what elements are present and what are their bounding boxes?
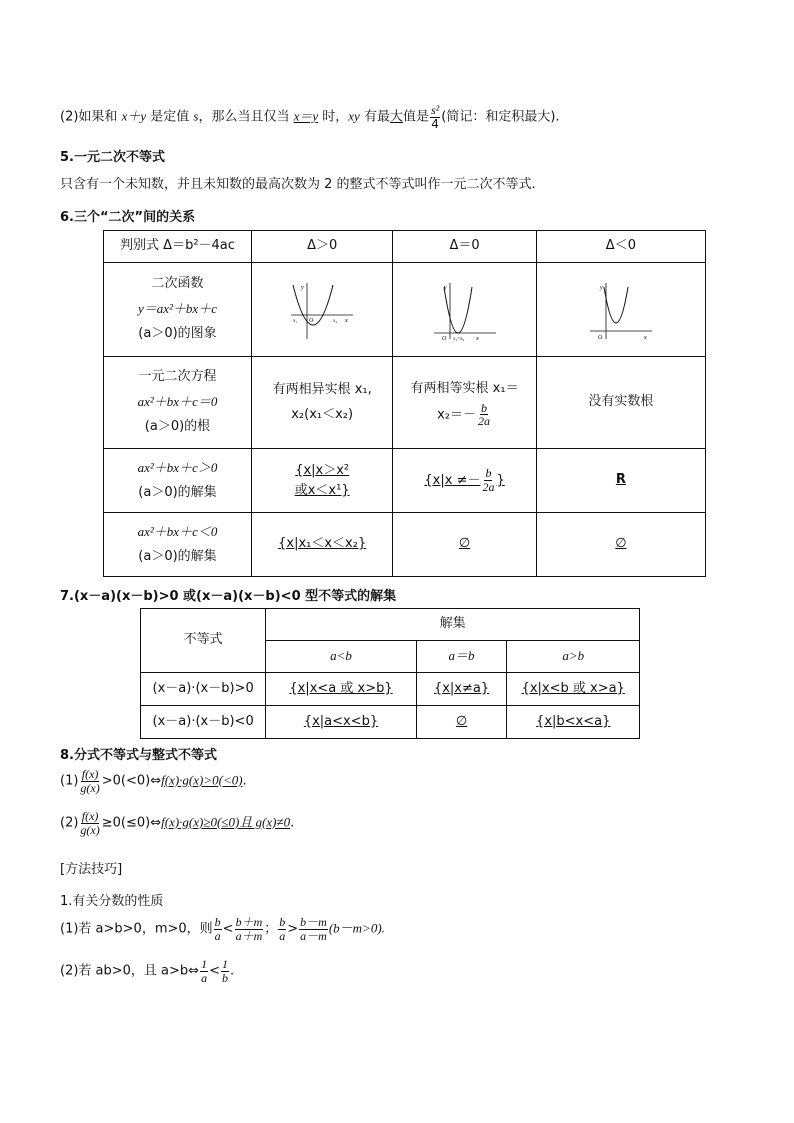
text: 有最 xyxy=(359,109,390,125)
cell-line: 有两相异实根 x₁, xyxy=(272,381,372,397)
fraction-rule-1 xyxy=(60,768,247,794)
header-solution: 解集 xyxy=(266,609,640,641)
text: . xyxy=(290,815,295,831)
set-expression xyxy=(424,466,505,494)
sol-lt-a-gt-b: {x|b<x<a} xyxy=(507,706,640,739)
text: . xyxy=(242,773,247,789)
numerator: f(x) xyxy=(81,767,99,781)
denominator: g(x) xyxy=(80,780,100,795)
parabola-two-roots-graph xyxy=(287,279,357,341)
axis-x-label: x xyxy=(345,317,348,324)
header-inequality: 不等式 xyxy=(141,609,266,673)
denominator: g(x) xyxy=(80,822,100,837)
fraction xyxy=(477,402,491,428)
lt-no-root: ∅ xyxy=(536,513,705,577)
equivalent-form: f(x)·g(x)>0(<0) xyxy=(161,772,243,788)
numerator: b xyxy=(214,915,221,929)
cell-line: x₂(x₁＜x₂) xyxy=(291,406,354,422)
fraction xyxy=(430,104,440,130)
label-line: (a＞0)的图象 xyxy=(138,325,217,341)
numerator: f(x) xyxy=(81,809,99,823)
denominator: 2a xyxy=(478,414,491,429)
text: (简记：和定积最大). xyxy=(441,109,560,125)
header-neg: Δ＜0 xyxy=(536,231,705,263)
equation-no-root: 没有实数根 xyxy=(536,357,705,449)
ineq-gt: (x－a)·(x－b)>0 xyxy=(141,673,266,706)
gt-no-root: R xyxy=(536,449,705,513)
parabola-one-root-graph xyxy=(430,279,500,341)
header-discriminant: 判别式 Δ＝b²－4ac xyxy=(104,231,252,263)
label-line: (a＞0)的解集 xyxy=(138,484,217,500)
numerator: s² xyxy=(430,103,440,117)
gt-two-roots xyxy=(251,449,392,513)
fraction-rule-2 xyxy=(60,810,294,836)
header-pos: Δ＞0 xyxy=(251,231,392,263)
denominator: a xyxy=(214,928,221,943)
quadratic-relation-table xyxy=(103,230,706,577)
equivalent-form: f(x)·g(x)≥0(≤0)且 g(x)≠0 xyxy=(161,814,291,830)
origin-label: O xyxy=(309,317,314,324)
text: (b－m>0). xyxy=(328,920,385,936)
sol-gt-a-eq-b: {x|x≠a} xyxy=(416,673,507,706)
method-property-1 xyxy=(60,916,385,942)
fraction xyxy=(79,810,100,836)
denominator: 4 xyxy=(431,116,439,131)
graph-one-root xyxy=(393,263,536,357)
label-line: ax²＋bx＋c＜0 xyxy=(137,523,218,539)
method-title: [方法技巧] xyxy=(60,862,123,877)
axis-x-label: x xyxy=(475,335,479,341)
sol-gt-a-gt-b: {x|x<b 或 x>a} xyxy=(507,673,640,706)
text: ≠－ xyxy=(456,472,481,488)
fraction xyxy=(214,916,222,942)
cell-line: {x|x＞x² xyxy=(295,463,350,478)
numerator: b xyxy=(481,400,488,415)
text: ≥0(≤0)⇔ xyxy=(101,815,162,831)
ineq-lt: (x－a)·(x－b)<0 xyxy=(141,706,266,739)
cell-line xyxy=(393,402,535,428)
label-line: (a＞0)的解集 xyxy=(138,548,217,564)
denominator: a－m xyxy=(300,928,327,943)
axis-y-label: y xyxy=(599,284,603,291)
label-line: 一元二次方程 xyxy=(138,369,217,385)
label-line: ax²＋bx＋c＞0 xyxy=(137,459,218,475)
section-6-title: 6.三个“二次”间的关系 xyxy=(60,210,196,225)
method-property-2 xyxy=(60,958,234,984)
x1-label: x₁ xyxy=(293,318,298,324)
row-equation-label xyxy=(104,357,252,449)
factored-inequality-table xyxy=(140,608,640,739)
text: x₂＝－ xyxy=(437,407,477,423)
section-5-title: 5.一元二次不等式 xyxy=(60,150,165,165)
var-s: s xyxy=(193,108,199,124)
axis-y-label: y xyxy=(301,284,304,291)
text: > xyxy=(287,921,299,937)
fraction xyxy=(235,916,264,942)
text: (2)如果和 xyxy=(60,109,122,125)
graph-no-root xyxy=(536,263,705,357)
text: ； xyxy=(264,921,278,937)
denominator: a＋m xyxy=(235,928,263,943)
method-sub-1: 1.有关分数的性质 xyxy=(60,894,164,909)
fraction xyxy=(79,768,100,794)
lt-two-roots: {x|x₁＜x＜x₂} xyxy=(251,513,392,577)
text: >0(<0)⇔ xyxy=(101,773,162,789)
row-gt-label xyxy=(104,449,252,513)
text: (1) xyxy=(60,773,79,789)
text: (1)若 a>b>0，m>0，则 xyxy=(60,921,213,937)
col-a-gt-b: a>b xyxy=(507,641,640,673)
line-sum-fixed xyxy=(60,104,560,130)
text: (2)若 ab>0，且 a>b⇔ xyxy=(60,963,200,979)
fraction xyxy=(481,467,495,493)
section-7-title: 7.(x－a)(x－b)>0 或(x－a)(x－b)<0 型不等式的解集 xyxy=(60,589,397,604)
var-xy: xy xyxy=(348,108,360,124)
text: < xyxy=(222,921,234,937)
label-line: (a＞0)的根 xyxy=(144,418,211,434)
equation-double-root xyxy=(393,357,536,449)
axis-y-label: y xyxy=(443,284,447,291)
expr: x＋y xyxy=(121,108,147,124)
numerator: b－m xyxy=(300,915,327,929)
graph-two-roots xyxy=(251,263,392,357)
row-lt-label xyxy=(104,513,252,577)
sol-lt-a-lt-b: {x|a<x<b} xyxy=(266,706,416,739)
fraction xyxy=(278,916,286,942)
header-zero: Δ＝0 xyxy=(393,231,536,263)
fraction xyxy=(299,916,328,942)
text: 是定值 xyxy=(146,109,194,125)
origin-label: O xyxy=(441,335,446,341)
equation-two-roots xyxy=(251,357,392,449)
text: } xyxy=(496,472,505,488)
denominator: b xyxy=(221,970,228,985)
col-a-lt-b: a<b xyxy=(266,641,416,673)
text: 值是 xyxy=(402,109,429,125)
numerator: b＋m xyxy=(235,915,263,929)
parabola-no-root-graph xyxy=(586,279,656,341)
x2-label: x₂ xyxy=(333,318,338,324)
max-word: 大 xyxy=(389,109,403,125)
condition: x＝y xyxy=(293,108,319,124)
x12-label: x₁=x₂ xyxy=(452,336,464,341)
text: 时， xyxy=(318,109,349,125)
text: ，那么当且仅当 xyxy=(198,109,294,125)
denominator: a xyxy=(279,928,286,943)
axis-x-label: x xyxy=(643,334,647,341)
denominator: a xyxy=(201,970,208,985)
numerator: 1 xyxy=(201,957,208,971)
denominator: 2a xyxy=(482,479,495,494)
numerator: b xyxy=(279,915,286,929)
row-function-label xyxy=(104,263,252,357)
sol-gt-a-lt-b: {x|x<a 或 x>b} xyxy=(266,673,416,706)
label-line: y＝ax²＋bx＋c xyxy=(137,301,217,317)
text: (2) xyxy=(60,815,79,831)
text: {x|x xyxy=(424,472,453,488)
label-line: 二次函数 xyxy=(151,276,204,292)
section-8-title: 8.分式不等式与整式不等式 xyxy=(60,748,217,763)
cell-line: 或x＜x¹} xyxy=(294,482,350,498)
text: . xyxy=(229,963,235,979)
numerator: 1 xyxy=(221,957,228,971)
cell-line: 有两相等实根 x₁＝ xyxy=(410,381,519,397)
section-5-text: 只含有一个未知数，并且未知数的最高次数为 2 的整式不等式叫作一元二次不等式. xyxy=(60,177,536,192)
fraction xyxy=(200,958,208,984)
text: < xyxy=(209,963,220,979)
col-a-eq-b: a＝b xyxy=(416,641,507,673)
fraction xyxy=(221,958,229,984)
origin-label: O xyxy=(597,334,603,341)
sol-lt-a-eq-b: ∅ xyxy=(416,706,507,739)
lt-double-root: ∅ xyxy=(393,513,536,577)
label-line: ax²＋bx＋c＝0 xyxy=(137,394,218,410)
numerator: b xyxy=(485,466,492,481)
gt-double-root xyxy=(393,449,536,513)
